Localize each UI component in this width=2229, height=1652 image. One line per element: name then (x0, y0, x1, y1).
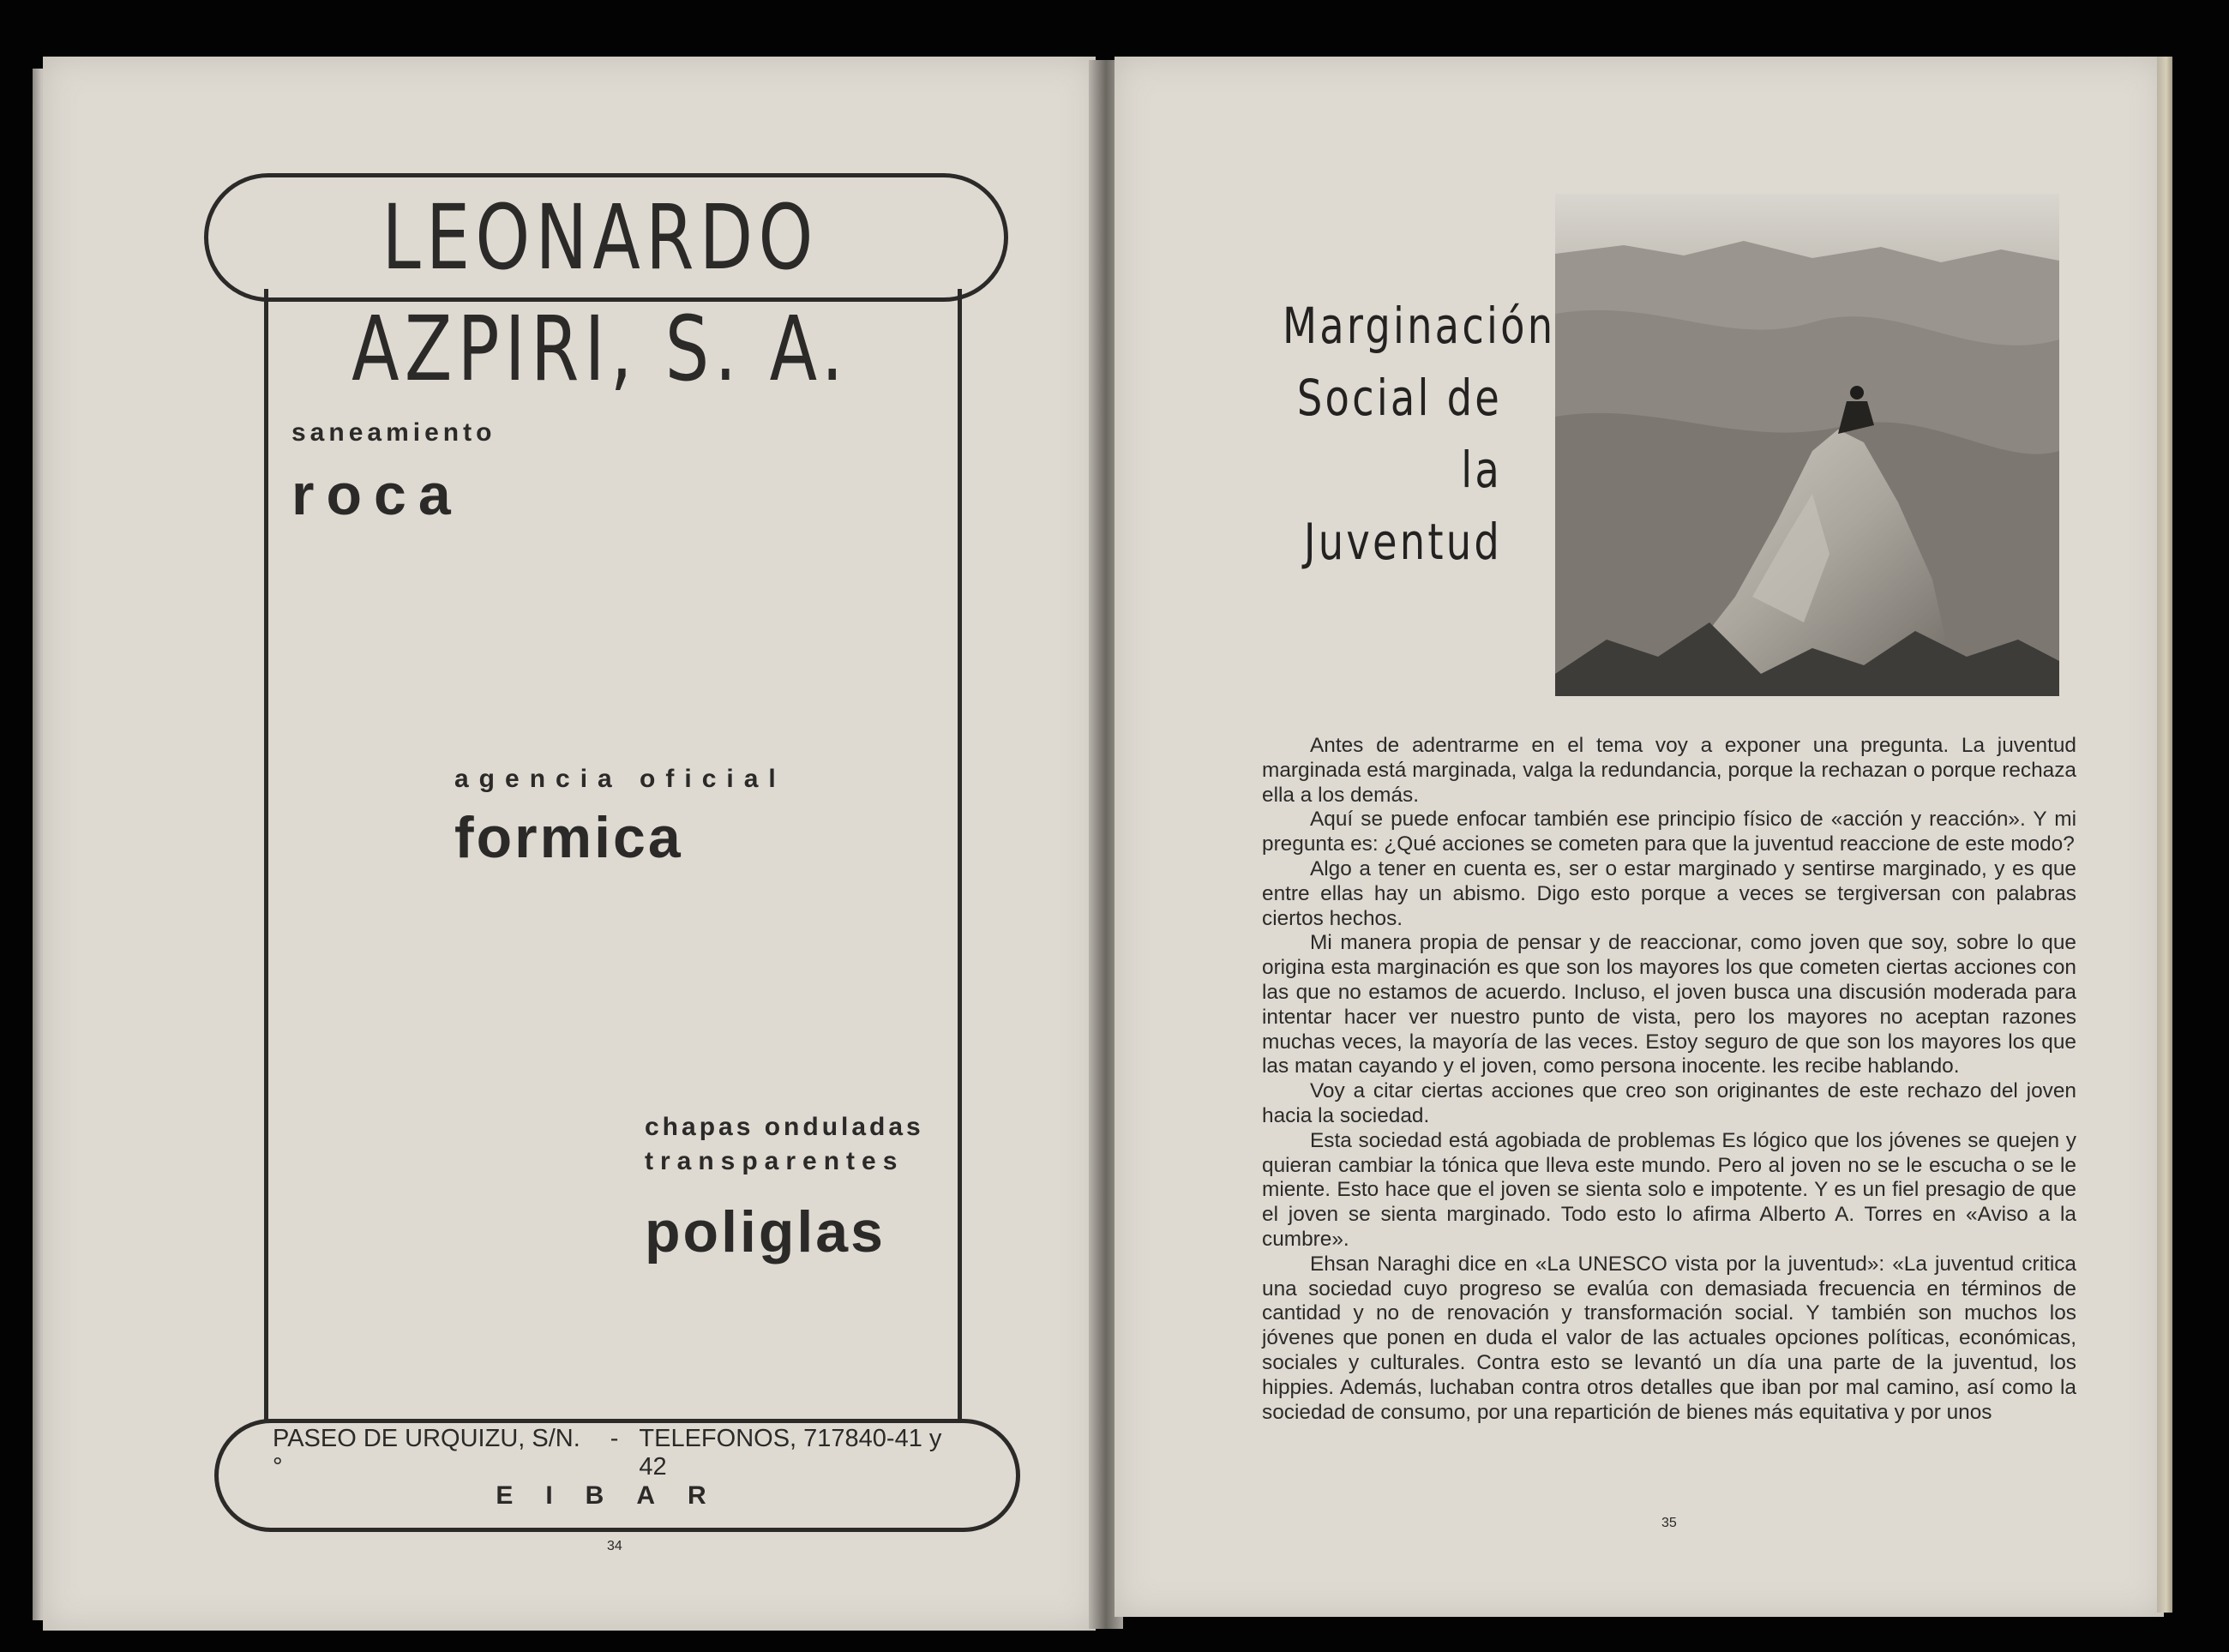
article-paragraph-7: Ehsan Naraghi dice en «La UNESCO vista por la juventud»: «La juventud critica una sociedad cuyo progreso se evalúa con demasiada frecuencia en términos de cantidad y no de renovación y transformación social. Y también son muchos los jóvenes que ponen en duda el valor de las actuales opciones políticas, económicas, sociales y culturales. Contra esto se levantó un día una parte de la juventud, los hippies. Además, luchaban contra otros detalles que iban por mal camino, así como la sociedad de consumo, por una repartición de bienes más equitativa y por unos (1262, 1252, 2076, 1424)
article-paragraph-5: Voy a citar ciertas acciones que creo son originantes de este rechazo del joven hacia la sociedad. (1262, 1079, 2076, 1127)
page-number-right: 35 (1661, 1516, 1677, 1530)
ad-title: LEONARDO AZPIRI, S. A. (351, 185, 849, 401)
article-paragraph-2: Aquí se puede enfocar también ese principio físico de «acción y reacción». Y mi pregunta es: ¿Qué acciones se cometen para que la juventud reaccione de este modo? (1262, 808, 2076, 856)
article-paragraph-1: Antes de adentrarme en el tema voy a exponer una pregunta. La juventud marginada está marginada, valga la redundancia, porque la rechazan o porque rechaza ella a los demás. (1262, 734, 2076, 807)
article-title (1228, 290, 1556, 578)
article-paragraph-3: Algo a tener en cuenta es, ser o estar marginado y sentirse marginado, y es que entre ellas hay un abismo. Digo esto porque a veces se tergiversan con palabras ciertos hechos. (1262, 856, 2076, 930)
ad-block-small-3b: transparentes (645, 1147, 904, 1175)
ad-block-small-3a: chapas onduladas (645, 1113, 924, 1141)
ad-footer-address: PASEO DE URQUIZU, S/N.° (273, 1425, 580, 1481)
ad-block-big-3: poliglas (645, 1199, 886, 1265)
ad-block-big-1: roca (291, 462, 463, 527)
ad-footer-separator: - (610, 1425, 619, 1452)
page-number-left: 34 (607, 1539, 622, 1553)
article-title-line-2: Social de la (1296, 369, 1502, 499)
ad-footer-city: EIBAR (496, 1481, 739, 1510)
article-title-line-1: Marginación (1283, 297, 1556, 355)
article-body (1262, 734, 2076, 1425)
page-stack-edge-right (2157, 57, 2172, 1613)
article-paragraph-4: Mi manera propia de pensar y de reaccionar, como joven que soy, sobre lo que origina esta marginación es que son los mayores los que cometen ciertas acciones con las que no estamos de acuerdo. Incluso, el joven busca una discusión moderada para intentar hacer ver nuestro punto de vista, pero los mayores no aceptan razones muchas veces, la mayoría de las veces. Estoy seguro de que son los mayores los que las matan cayando y el joven, como persona inocente. les recibe hablando. (1262, 931, 2076, 1078)
ad-footer-phones: TELEFONOS, 717840-41 y 42 (639, 1425, 942, 1481)
ad-block-big-2: formica (454, 805, 683, 870)
ad-block-small-1: saneamiento (291, 418, 496, 447)
article-title-line-3: Juventud (1303, 513, 1502, 571)
ad-footer-address-line (273, 1425, 976, 1481)
article-paragraph-6: Esta sociedad está agobiada de problemas Es lógico que los jóvenes se quejen y quieran cambiar la tónica que lleva este mundo. Pero al joven no se le escucha o se le miente. Esto hace que el joven se sienta solo e impotente. Y es un fiel presagio de que el joven se sienta marginado. Todo esto lo afirma Alberto A. Torres en «Aviso a la cumbre». (1262, 1128, 2076, 1251)
article-photo (1555, 194, 2059, 696)
ad-block-small-2: agencia oficial (454, 765, 786, 793)
